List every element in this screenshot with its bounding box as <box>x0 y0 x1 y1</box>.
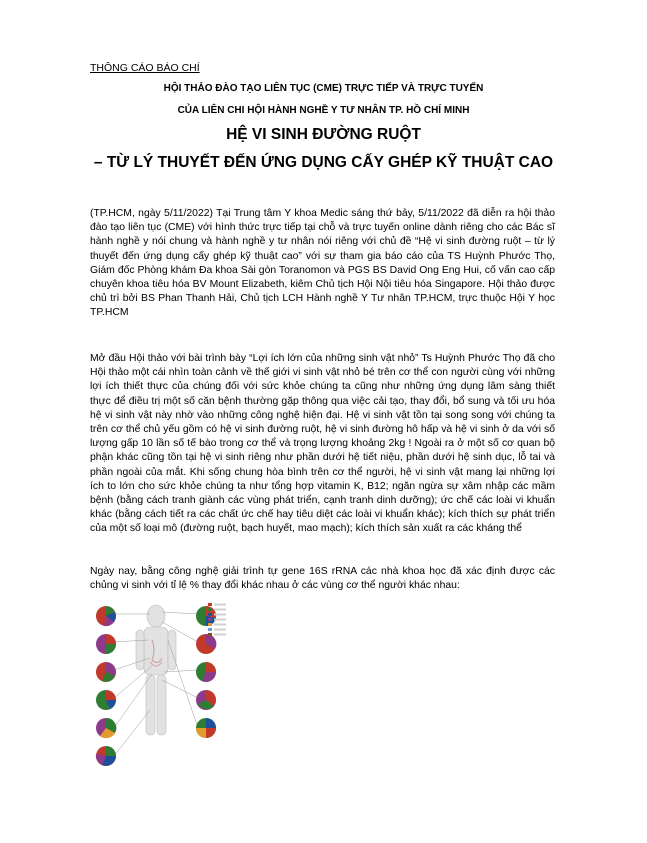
press-release-label: THÔNG CÁO BÁO CHÍ <box>90 62 200 74</box>
sequencing-paragraph: Ngày nay, bằng công nghệ giải trình tự gene 16S rRNA các nhà khoa học đã xác định được các chủng vi sinh với tỉ lệ % thay đổi khác nhau ở các vùng cơ thể người khác nhau: <box>90 566 555 592</box>
figure-legend-swatches <box>208 603 228 653</box>
title-line-2: – TỪ LÝ THUYẾT ĐẾN ỨNG DỤNG CẤY GHÉP KỸ THUẬT CAO <box>93 154 554 171</box>
title-line-1: HỆ VI SINH ĐƯỜNG RUỘT <box>226 126 421 143</box>
subtitle-line-1: HỘI THẢO ĐÀO TẠO LIÊN TỤC (CME) TRỰC TIẾP VÀ TRỰC TUYẾN <box>163 83 484 94</box>
subtitle-line-2: CỦA LIÊN CHI HỘI HÀNH NGHỀ Y TƯ NHÂN TP. HỒ CHÍ MINH <box>177 105 470 116</box>
body-paragraph: Mở đầu Hội thảo với bài trình bày “Lợi ích lớn của những sinh vật nhỏ” Ts Huỳnh Phước Thọ đã cho Hội thảo một cái nhìn toàn cảnh về thế giới vi sinh vật nhỏ bé trên cơ thể con người cùng với những lợi ích thiết thực của chúng đối với sức khỏe chúng ta cũng như những ứng dụng lâm sàng thiết thực để điều trị một số căn bệnh thường gặp thông qua việc cải tạo, thay đổi, bổ sung và tối ưu hóa hệ vi sinh vật này nhờ vào những công nghệ hiện đại. Hệ vi sinh vật tồn tại song song với chúng ta trên cơ thể chủ yếu gồm có hệ vi sinh đường ruột, hệ vi sinh đường hô hấp và hệ vi sinh ở da với số lượng gấp 10 lần số tế bào trong cơ thể và trọng lượng khoảng 2kg ! Ngoài ra ở một số cơ quan bộ phận khác cũng tồn tại hệ vi sinh riêng như phần dưới hệ tiết niệu, phần dưới hệ sinh dục, lỗ tai và phần ngoài của mắt. Khi sống chung hòa bình trên cơ thể người, hệ vi sinh vật mang lại những lợi ích to lớn cho sức khỏe chúng ta như tổng hợp vitamin K, B12; ngăn ngừa sự xâm nhập các mầm bệnh (bằng cách tranh giành các vùng phát triển, cạnh tranh dinh dưỡng); ức chế các loài vi khuẩn khác (bằng cách tiết ra các chất ức chế hay tiêu diệt các loài vi khuẩn khác); kích thích sự phát triển của một số loại mô (đường ruột, bạch huyết, mao mạch); kích thích sản xuất ra các kháng thể <box>90 353 555 535</box>
intro-paragraph: (TP.HCM, ngày 5/11/2022) Tại Trung tâm Y khoa Medic sáng thứ bảy, 5/11/2022 đã diễn ra hội thảo đào tạo liên tục (CME) với hình thức trực tiếp tại chỗ và trực tuyến online dành riêng cho các Bác sĩ hành nghề y nói chung và hành nghề y tư nhân nói riêng với chủ đề “Hệ vi sinh đường ruột – từ lý thuyết đến ứng dụng cấy ghép kỹ thuật cao” với sự tham gia báo cáo của TS Huỳnh Phước Thọ, Giám đốc Phòng khám Đa khoa Sài gòn Toranomon và PGS BS David Ong Eng Hui, cố vấn cao cấp chuyên khoa tiêu hóa BV Mount Elizabeth, kiêm Chủ tịch Hội Nội tiêu hóa Singapore. Hội thảo được chủ trì bởi BS Phan Thanh Hải, Chủ tịch LCH Hành nghề Y Tư nhân TP.HCM, trực thuộc Hội Y học TP.HCM <box>90 208 555 319</box>
body-microbiome-pie-figure <box>92 600 220 772</box>
